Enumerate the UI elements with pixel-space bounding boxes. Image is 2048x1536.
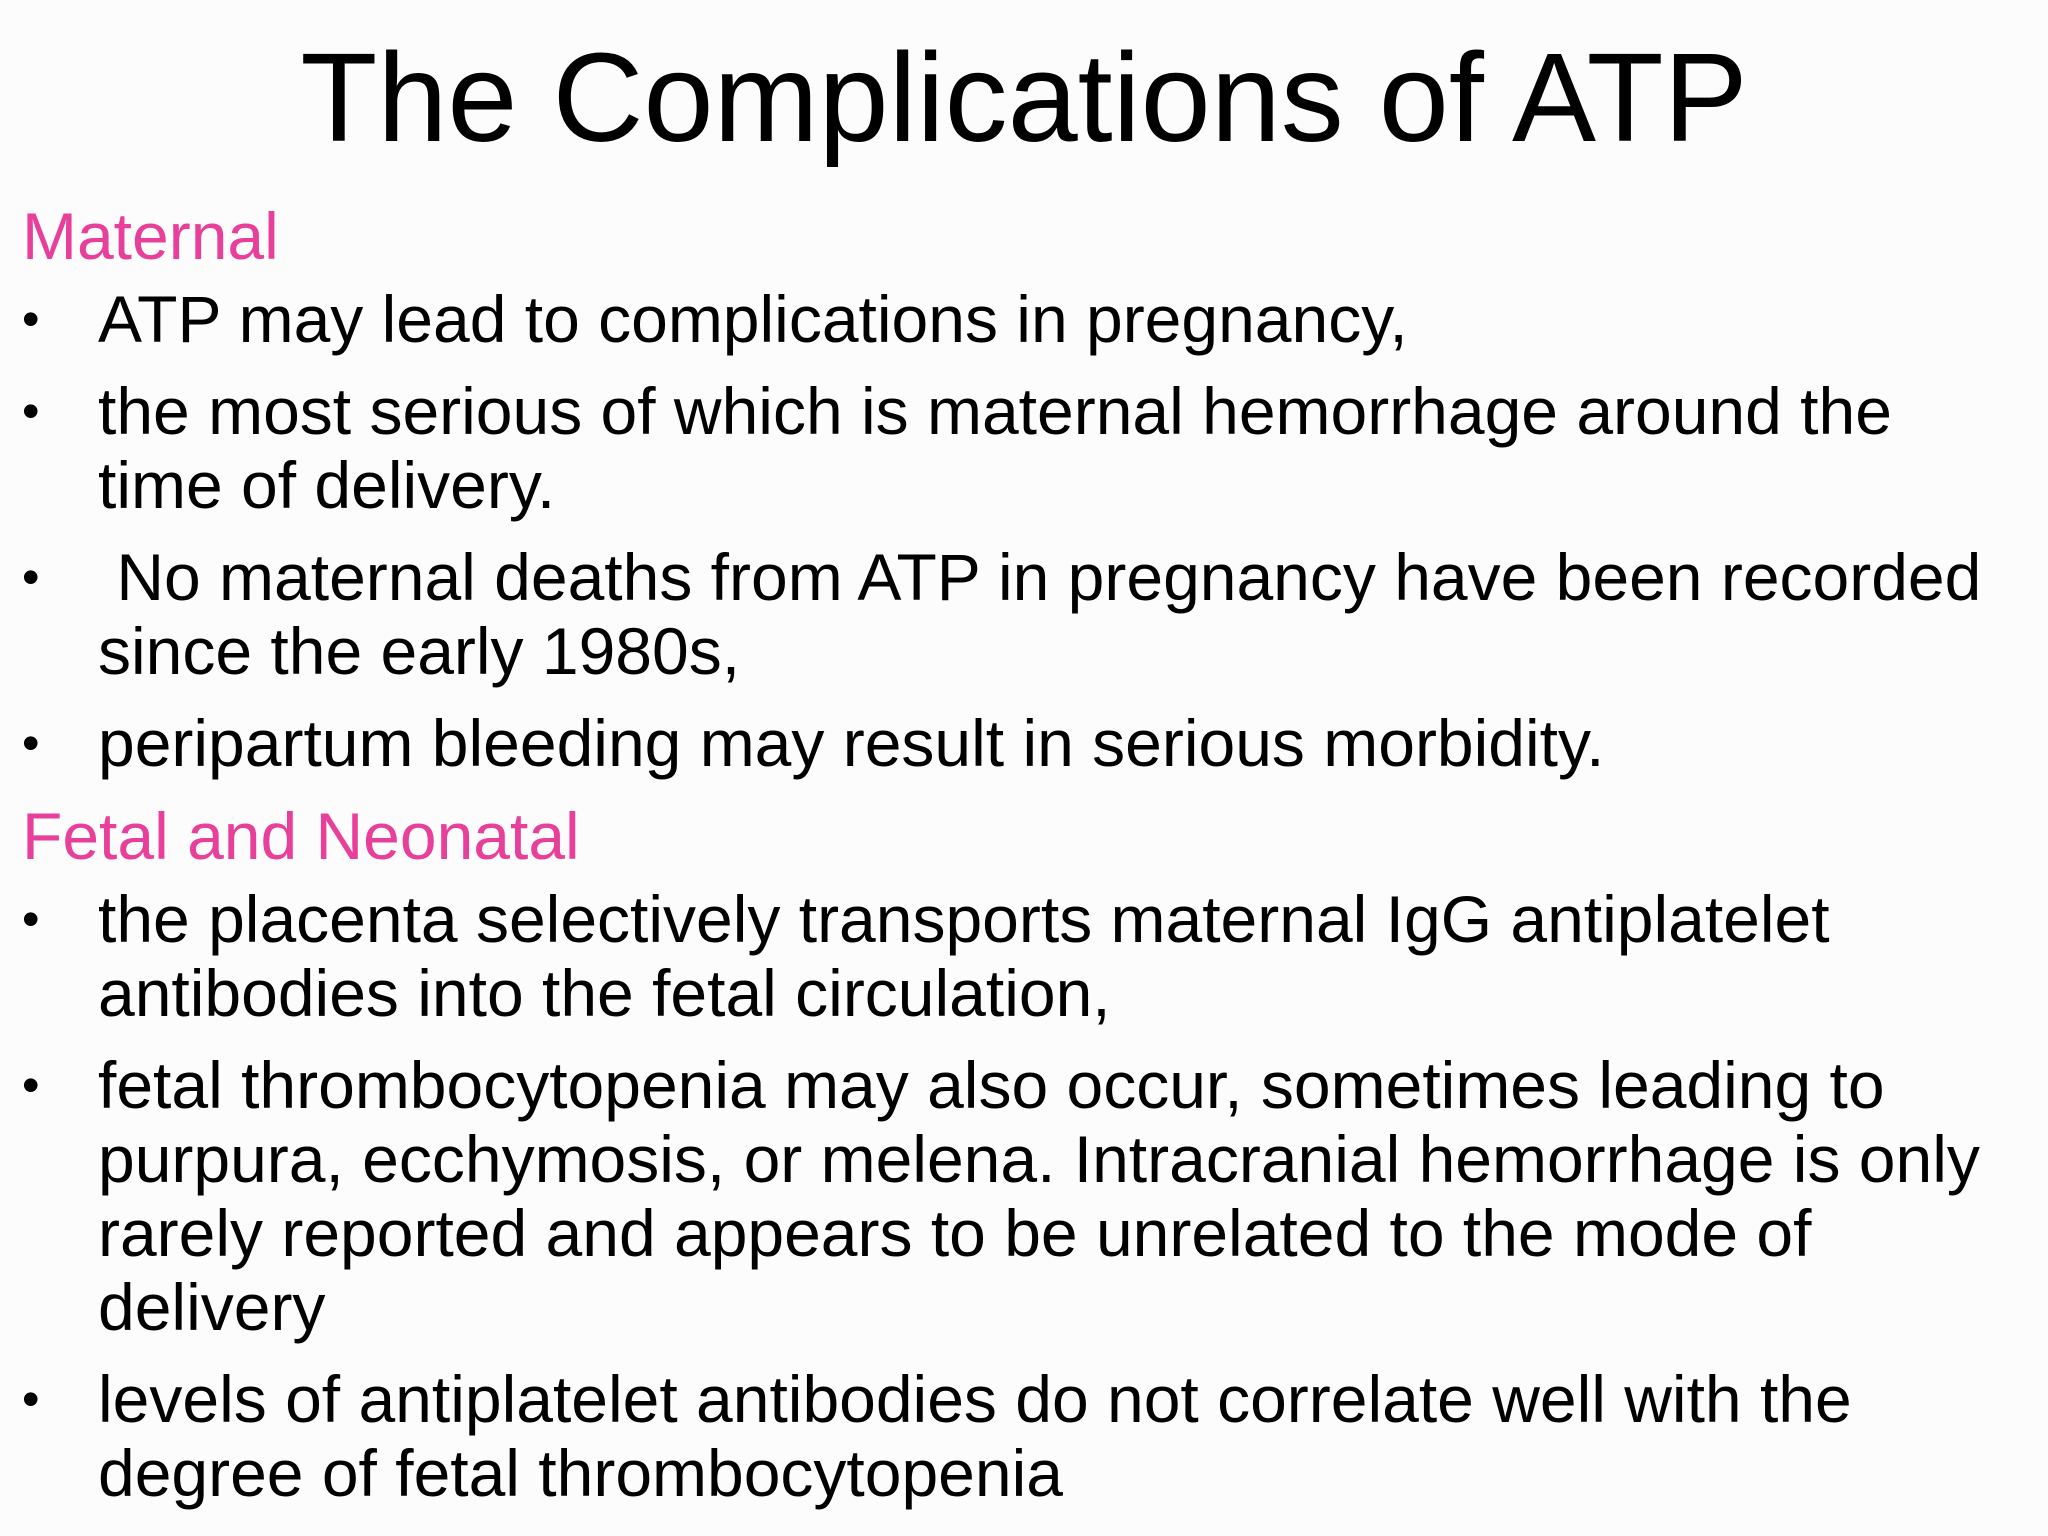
bullet-text: the placenta selectively transports maternal IgG antiplatelet antibodies into the fetal circulation,: [98, 882, 1830, 1030]
list-item: [22, 1048, 2032, 1344]
bullet-icon: •: [22, 1371, 40, 1427]
list-item: [22, 1362, 2032, 1510]
list-item: [22, 540, 2032, 688]
list-item: [22, 282, 2032, 356]
bullet-text: levels of antiplatelet antibodies do not correlate well with the degree of fetal thrombocytopenia: [98, 1362, 1852, 1510]
bullet-icon: •: [22, 383, 40, 439]
slide-title: The Complications of ATP: [300, 27, 1748, 168]
bullet-icon: •: [22, 291, 40, 347]
bullet-text: the most serious of which is maternal hemorrhage around the time of delivery.: [98, 374, 1892, 522]
bullet-icon: •: [22, 891, 40, 947]
section-heading-maternal: Maternal: [22, 199, 279, 273]
slide-content: [22, 198, 2032, 1528]
bullet-text: ATP may lead to complications in pregnancy,: [98, 282, 1408, 356]
bullet-list-fetal-neonatal: [22, 882, 2032, 1510]
bullet-icon: •: [22, 715, 40, 771]
list-item: [22, 706, 2032, 780]
list-item: [22, 882, 2032, 1030]
section-heading-fetal-neonatal: Fetal and Neonatal: [22, 799, 580, 873]
bullet-text: fetal thrombocytopenia may also occur, sometimes leading to purpura, ecchymosis, or melena. Intracranial hemorrhage is only rarely reported and appears to be unrelated to the mode of delivery: [98, 1048, 1980, 1344]
list-item: [22, 374, 2032, 522]
bullet-icon: •: [22, 549, 40, 605]
bullet-text: No maternal deaths from ATP in pregnancy have been recorded since the early 1980s,: [98, 540, 2000, 688]
bullet-text: peripartum bleeding may result in serious morbidity.: [98, 706, 1605, 780]
bullet-icon: •: [22, 1057, 40, 1113]
bullet-list-maternal: [22, 282, 2032, 780]
